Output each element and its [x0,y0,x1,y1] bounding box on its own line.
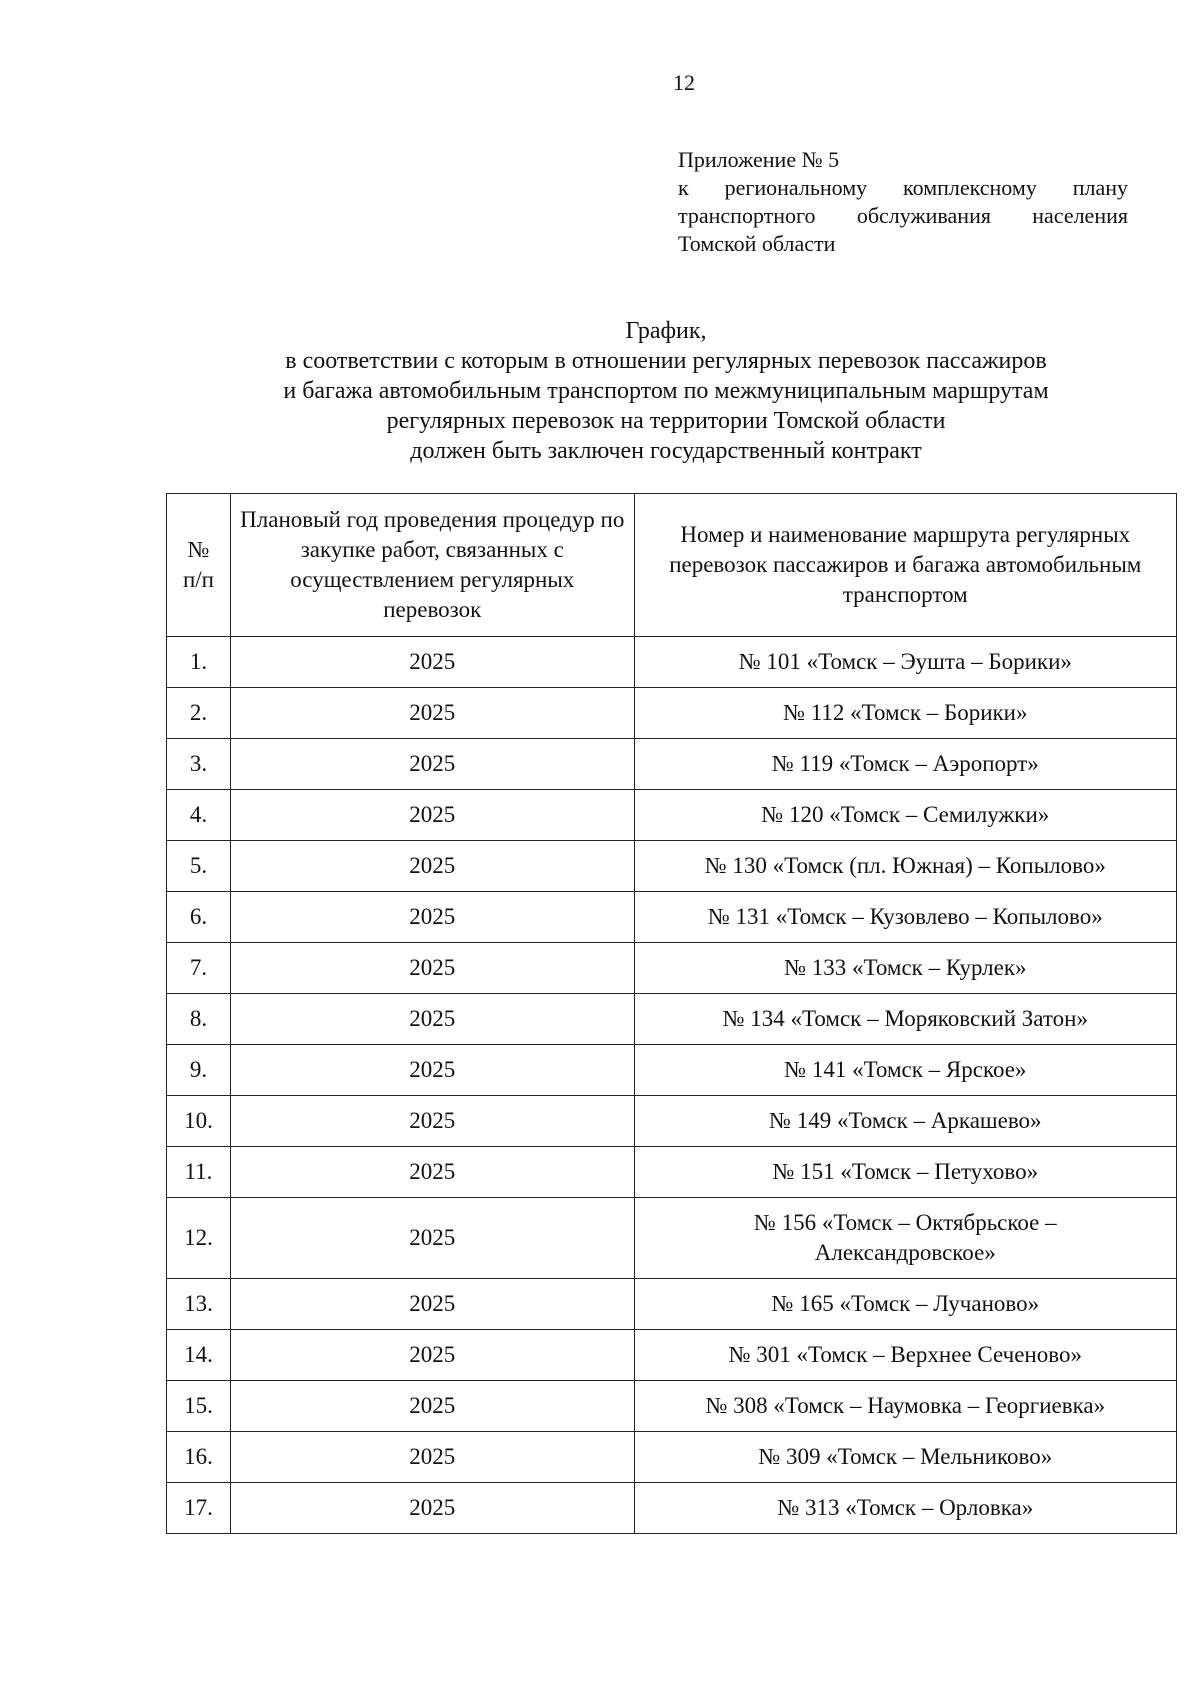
row-year: 2025 [230,1045,634,1096]
title-line-2: в соответствии с которым в отношении регулярных перевозок пассажиров [285,348,1047,374]
title-line-1: График, [625,318,707,344]
row-year: 2025 [230,637,634,688]
row-route: № 141 «Томск – Ярское» [634,1045,1176,1096]
row-num: 15. [167,1381,231,1432]
row-year: 2025 [230,994,634,1045]
row-num: 12. [167,1198,231,1279]
row-num: 17. [167,1483,231,1534]
document-title [166,316,1166,466]
row-route: № 149 «Томск – Аркашево» [634,1096,1176,1147]
table-row [167,943,1177,994]
table-row [167,994,1177,1045]
row-num: 2. [167,688,231,739]
routes-table [166,493,1177,1534]
row-num: 6. [167,892,231,943]
row-route: № 133 «Томск – Курлек» [634,943,1176,994]
row-route: № 130 «Томск (пл. Южная) – Копылово» [634,841,1176,892]
row-year: 2025 [230,1330,634,1381]
row-year: 2025 [230,1381,634,1432]
title-line-4: регулярных перевозок на территории Томской области [386,408,946,434]
table-row [167,688,1177,739]
row-year: 2025 [230,1483,634,1534]
row-route: № 119 «Томск – Аэропорт» [634,739,1176,790]
row-year: 2025 [230,1147,634,1198]
table-row [167,841,1177,892]
table-row [167,892,1177,943]
table-row [167,1483,1177,1534]
table-row [167,1432,1177,1483]
row-num: 10. [167,1096,231,1147]
row-year: 2025 [230,1279,634,1330]
table-row [167,790,1177,841]
row-route: № 301 «Томск – Верхнее Сеченово» [634,1330,1176,1381]
table-row [167,1045,1177,1096]
header-num-line-1: № [187,537,210,562]
appendix-line-2: к региональному комплексному плану [678,175,1128,200]
table-row [167,739,1177,790]
page-number: 12 [673,70,695,95]
table-row [167,1147,1177,1198]
table-row [167,1279,1177,1330]
row-year: 2025 [230,688,634,739]
row-route: № 308 «Томск – Наумовка – Георгиевка» [634,1381,1176,1432]
title-line-3: и багажа автомобильным транспортом по межмуниципальным маршрутам [283,378,1049,404]
appendix-line-4: Томской области [678,231,836,256]
header-num-line-2: п/п [182,567,214,592]
header-num [167,494,231,637]
row-route: № 151 «Томск – Петухово» [634,1147,1176,1198]
row-num: 13. [167,1279,231,1330]
row-num: 7. [167,943,231,994]
header-year: Плановый год проведения процедур по закупке работ, связанных с осуществлением регулярных перевозок [230,494,634,637]
row-num: 16. [167,1432,231,1483]
row-num: 3. [167,739,231,790]
table-row [167,1198,1177,1279]
row-route: № 101 «Томск – Эушта – Борики» [634,637,1176,688]
row-year: 2025 [230,943,634,994]
row-route: № 131 «Томск – Кузовлево – Копылово» [634,892,1176,943]
row-route [634,1198,1176,1279]
row-num: 9. [167,1045,231,1096]
table-row [167,1330,1177,1381]
row-year: 2025 [230,841,634,892]
row-route: № 120 «Томск – Семилужки» [634,790,1176,841]
header-route: Номер и наименование маршрута регулярных перевозок пассажиров и багажа автомобильным транспортом [634,494,1176,637]
row-num: 4. [167,790,231,841]
row-route-line-1: № 156 «Томск – Октябрьское – [753,1210,1057,1235]
appendix-line-3: транспортного обслуживания населения [678,203,1128,228]
table-header-row [167,494,1177,637]
row-year: 2025 [230,1096,634,1147]
row-num: 8. [167,994,231,1045]
row-year: 2025 [230,739,634,790]
title-line-5: должен быть заключен государственный контракт [410,438,922,464]
row-route: № 112 «Томск – Борики» [634,688,1176,739]
row-num: 11. [167,1147,231,1198]
row-year: 2025 [230,790,634,841]
row-num: 5. [167,841,231,892]
row-year: 2025 [230,892,634,943]
appendix-header [678,146,1128,258]
row-num: 1. [167,637,231,688]
table-row [167,1381,1177,1432]
row-year: 2025 [230,1198,634,1279]
table-row [167,637,1177,688]
row-route: № 134 «Томск – Моряковский Затон» [634,994,1176,1045]
row-route-line-2: Александровское» [814,1240,996,1265]
row-num: 14. [167,1330,231,1381]
appendix-line-1: Приложение № 5 [678,147,840,172]
row-route: № 165 «Томск – Лучаново» [634,1279,1176,1330]
table-row [167,1096,1177,1147]
row-route: № 313 «Томск – Орловка» [634,1483,1176,1534]
row-year: 2025 [230,1432,634,1483]
row-route: № 309 «Томск – Мельниково» [634,1432,1176,1483]
